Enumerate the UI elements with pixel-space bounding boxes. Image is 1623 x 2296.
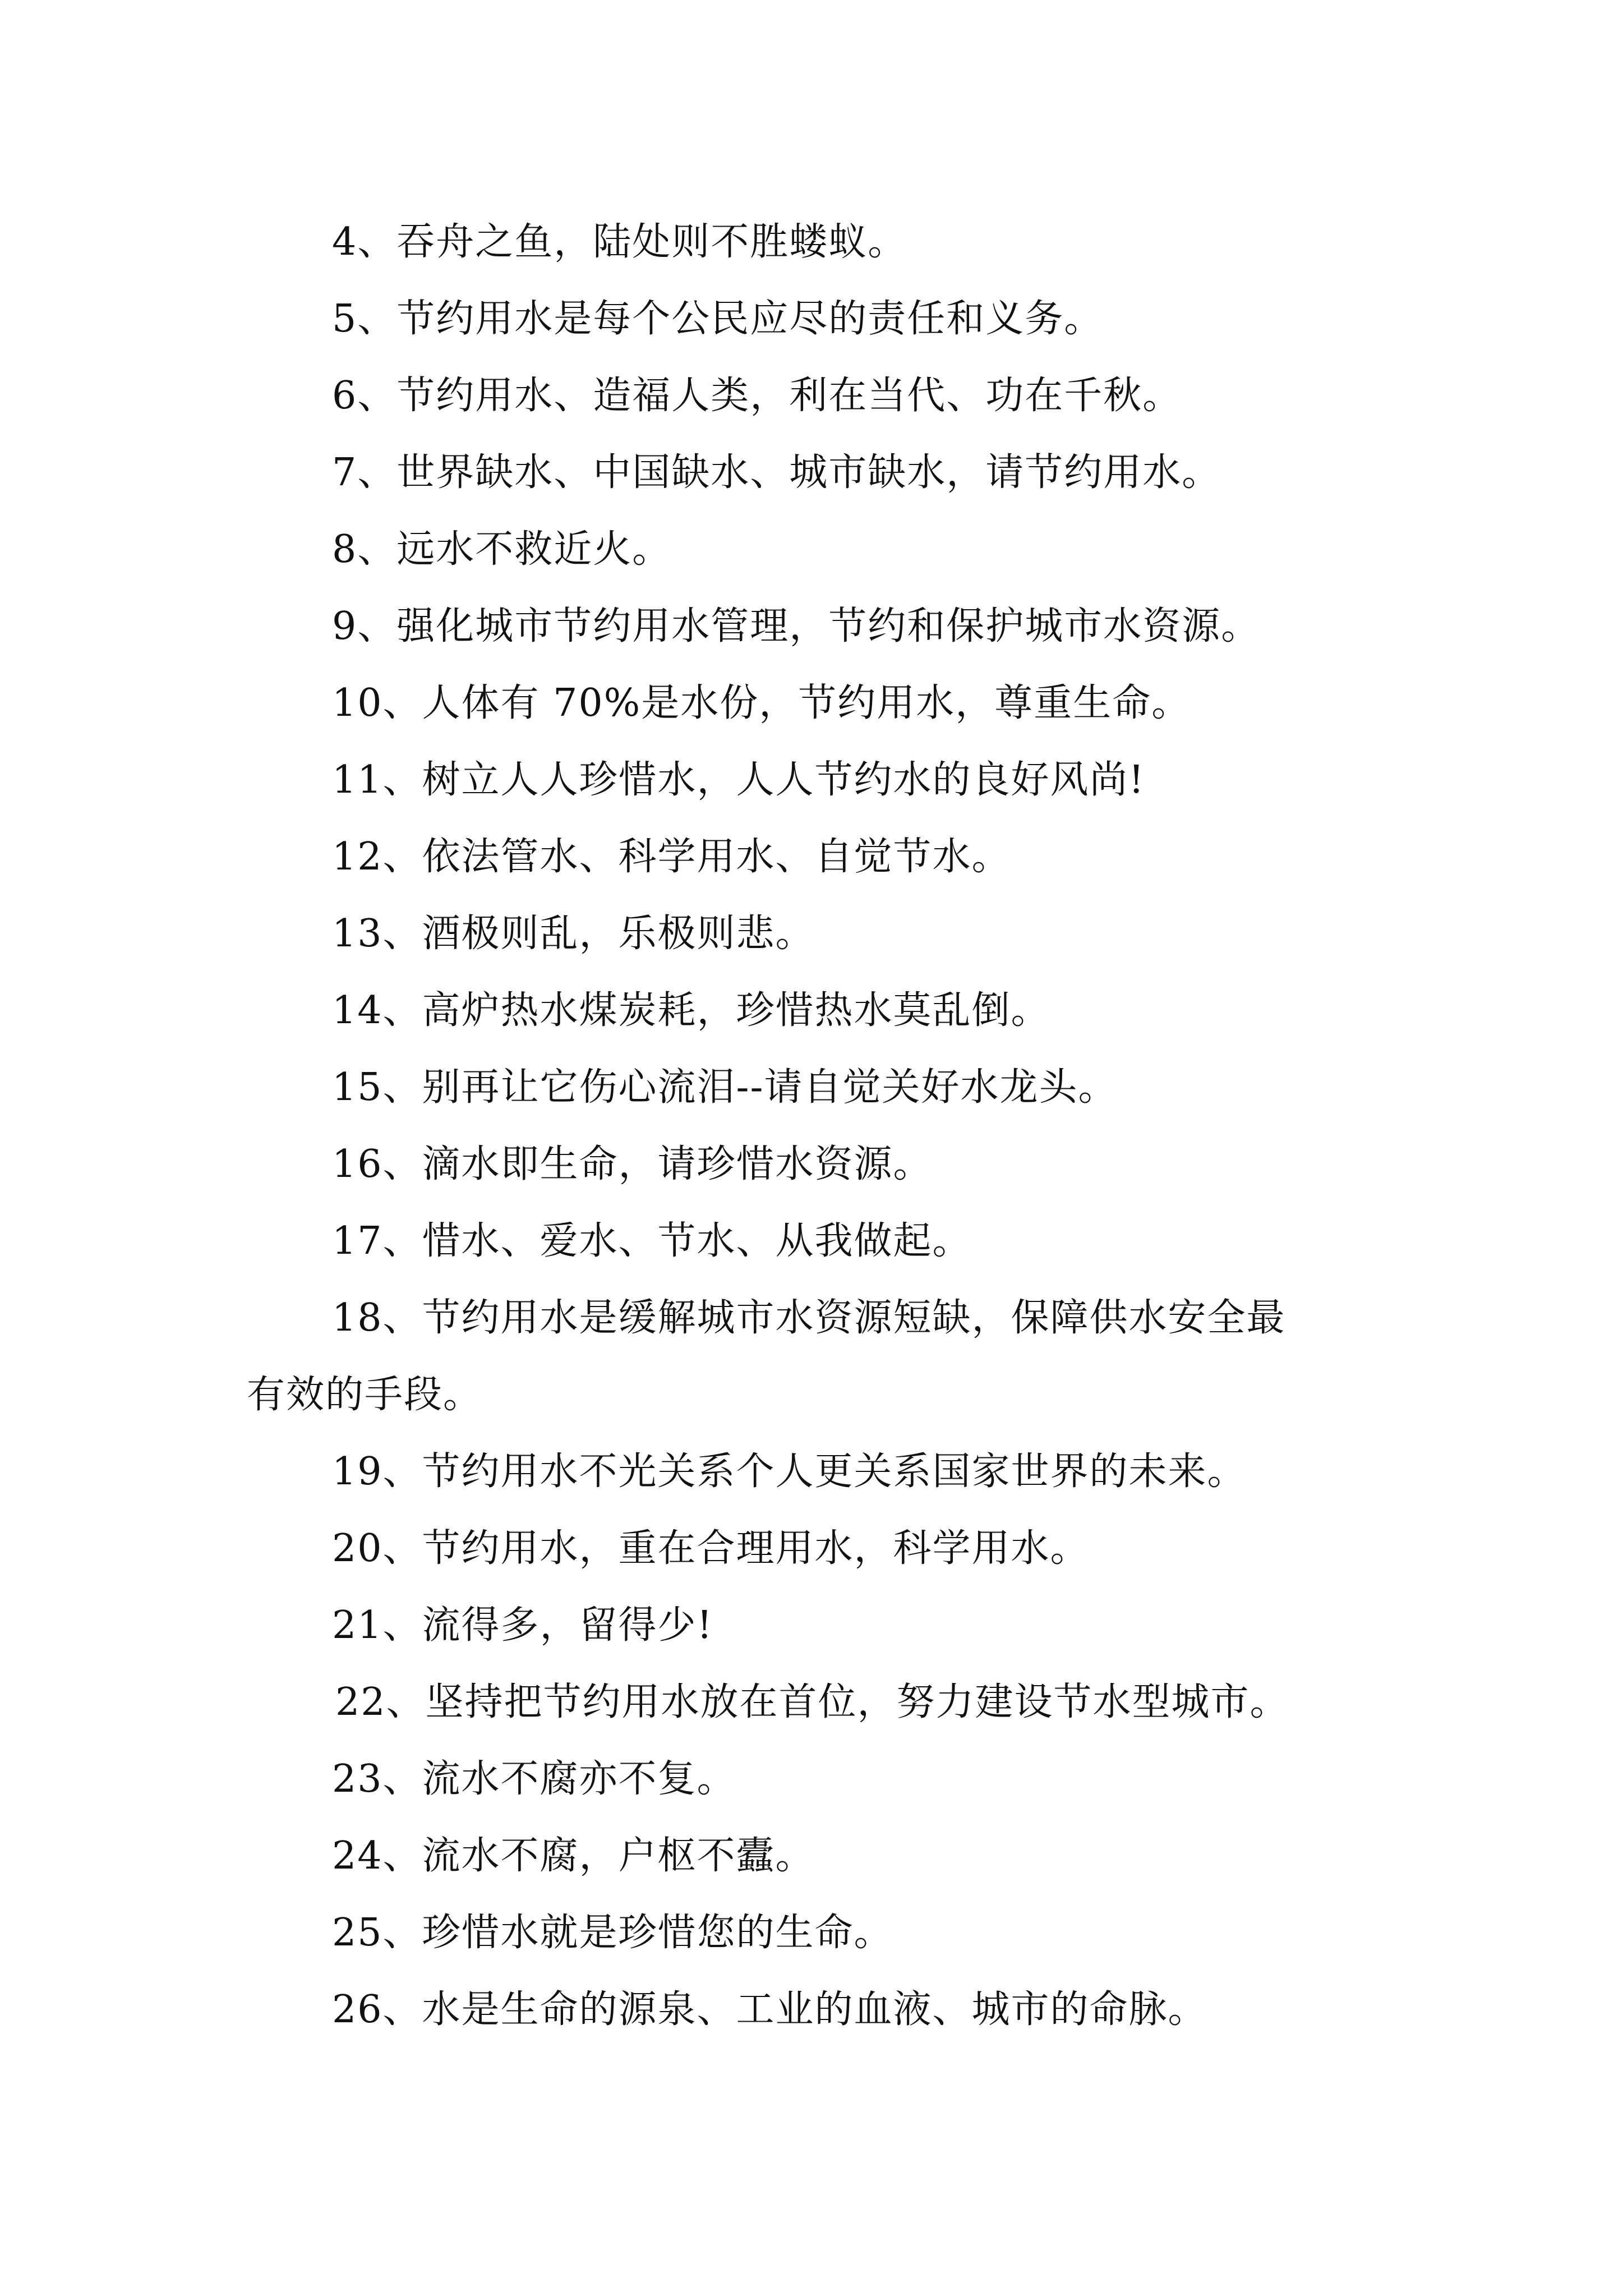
list-item-11: 11、树立人人珍惜水，人人节约水的良好风尚! [332,758,1145,802]
list-item-14: 14、高炉热水煤炭耗，珍惜热水莫乱倒。 [332,988,1050,1033]
list-item-19: 19、节约用水不光关系个人更关系国家世界的未来。 [332,1450,1247,1494]
list-item-10: 10、人体有 70%是水份，节约用水，尊重生命。 [332,681,1191,725]
list-item-5: 5、节约用水是每个公民应尽的责任和义务。 [332,297,1104,341]
list-item-17: 17、惜水、爱水、节水、从我做起。 [332,1219,972,1263]
list-item-16: 16、滴水即生命，请珍惜水资源。 [332,1142,933,1186]
list-item-7: 7、世界缺水、中国缺水、城市缺水，请节约用水。 [332,450,1221,495]
list-item-13: 13、酒极则乱，乐极则悲。 [332,912,815,956]
list-item-4: 4、吞舟之鱼，陆处则不胜蝼蚁。 [332,220,907,264]
list-item-18-continuation: 有效的手段。 [247,1373,483,1417]
list-item-21: 21、流得多，留得少! [332,1603,713,1648]
list-item-6: 6、节约用水、造福人类，利在当代、功在千秋。 [332,374,1182,418]
list-item-22: 22、坚持把节约用水放在首位，努力建设节水型城市。 [335,1680,1289,1724]
list-item-8: 8、远水不救近火。 [332,527,672,572]
list-item-26: 26、水是生命的源泉、工业的血液、城市的命脉。 [332,1987,1207,2032]
list-item-12: 12、依法管水、科学用水、自觉节水。 [332,835,1011,879]
list-item-9: 9、强化城市节约用水管理，节约和保护城市水资源。 [332,604,1261,648]
list-item-25: 25、珍惜水就是珍惜您的生命。 [332,1911,893,1955]
list-item-15: 15、别再让它伤心流泪--请自觉关好水龙头。 [332,1065,1118,1110]
list-item-24: 24、流水不腐，户枢不蠹。 [332,1834,815,1878]
list-item-20: 20、节约用水，重在合理用水，科学用水。 [332,1526,1090,1571]
list-item-23: 23、流水不腐亦不复。 [332,1757,736,1801]
list-item-18: 18、节约用水是缓解城市水资源短缺，保障供水安全最 [332,1296,1286,1340]
